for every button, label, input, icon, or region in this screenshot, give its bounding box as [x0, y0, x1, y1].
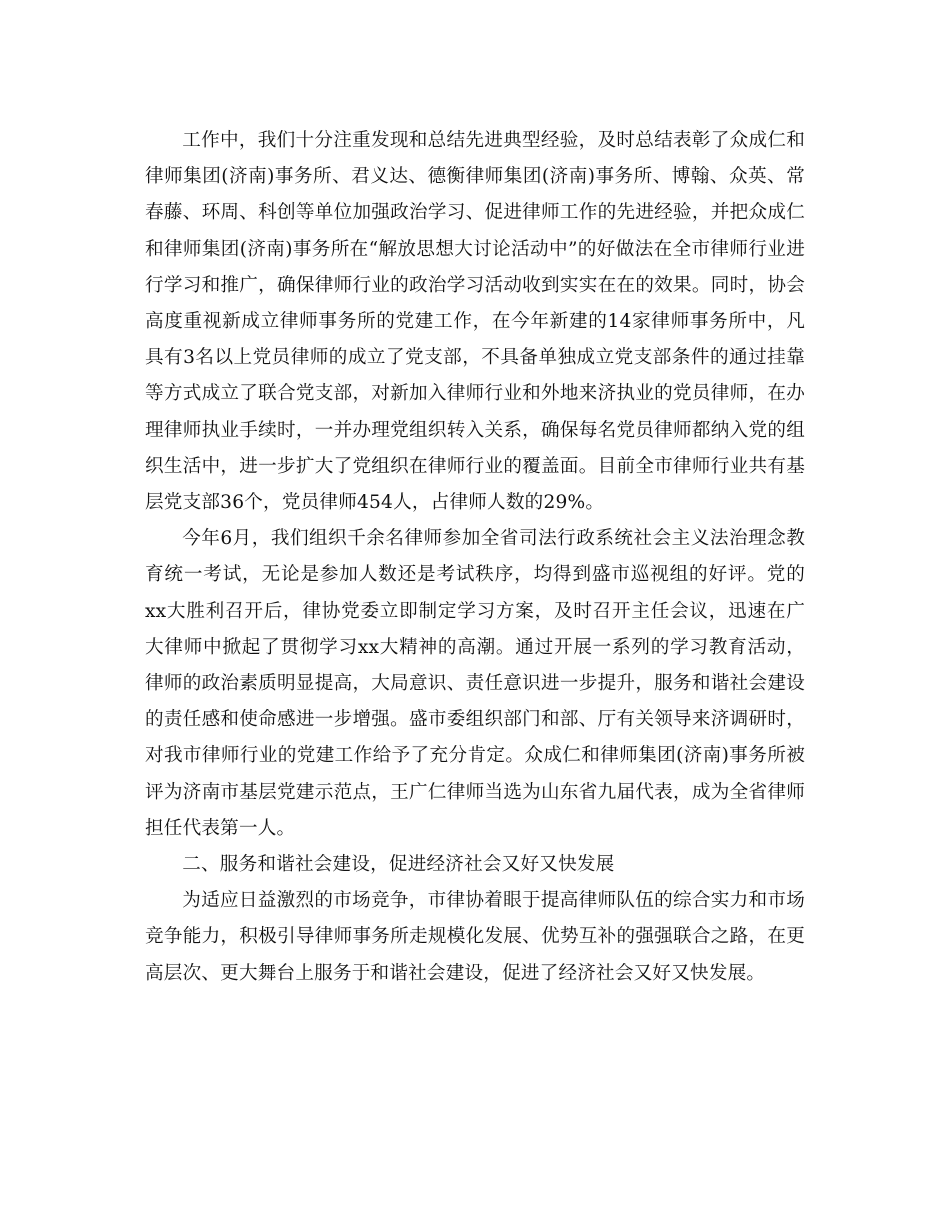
paragraph-exam-and-study: 今年6月，我们组织千余名律师参加全省司法行政系统社会主义法治理念教育统一考试，无论是参加人数还是考试秩序，均得到盛市巡视组的好评。党的xx大胜利召开后，律协党委立即制定学习方案，及时召开主任会议，迅速在广大律师中掀起了贯彻学习xx大精神的高潮。通过开展一系列的学习教育活动，律师的政治素质明显提高，大局意识、责任意识进一步提升，服务和谐社会建设的责任感和使命感进一步增强。盛市委组织部门和部、厅有关领导来济调研时，对我市律师行业的党建工作给予了充分肯定。众成仁和律师集团(济南)事务所被评为济南市基层党建示范点，王广仁律师当选为山东省九届代表，成为全省律师担任代表第一人。 [145, 528, 805, 839]
paragraph-market-competition: 为适应日益激烈的市场竞争，市律协着眼于提高律师队伍的综合实力和市场竞争能力，积极引导律师事务所走规模化发展、优势互补的强强联合之路，在更高层次、更大舞台上服务于和谐社会建设，促进了经济社会又好又快发展。 [145, 890, 805, 984]
paragraph-party-building-experience: 工作中，我们十分注重发现和总结先进典型经验，及时总结表彰了众成仁和律师集团(济南)事务所、君义达、德衡律师集团(济南)事务所、博翰、众英、常春藤、环周、科创等单位加强政治学习、促进律师工作的先进经验，并把众成仁和律师集团(济南)事务所在“解放思想大讨论活动中”的好做法在全市律师行业进行学习和推广，确保律师行业的政治学习活动收到实实在在的效果。同时，协会高度重视新成立律师事务所的党建工作，在今年新建的14家律师事务所中，凡具有3名以上党员律师的成立了党支部，不具备单独成立党支部条件的通过挂靠等方式成立了联合党支部，对新加入律师行业和外地来济执业的党员律师，在办理律师执业手续时，一并办理党组织转入关系，确保每名党员律师都纳入党的组织生活中，进一步扩大了党组织在律师行业的覆盖面。目前全市律师行业共有基层党支部36个，党员律师454人，占律师人数的29%。 [145, 130, 805, 514]
document-body [145, 123, 805, 992]
section-heading-harmonious-society: 二、服务和谐社会建设，促进经济社会又好又快发展 [182, 854, 615, 876]
